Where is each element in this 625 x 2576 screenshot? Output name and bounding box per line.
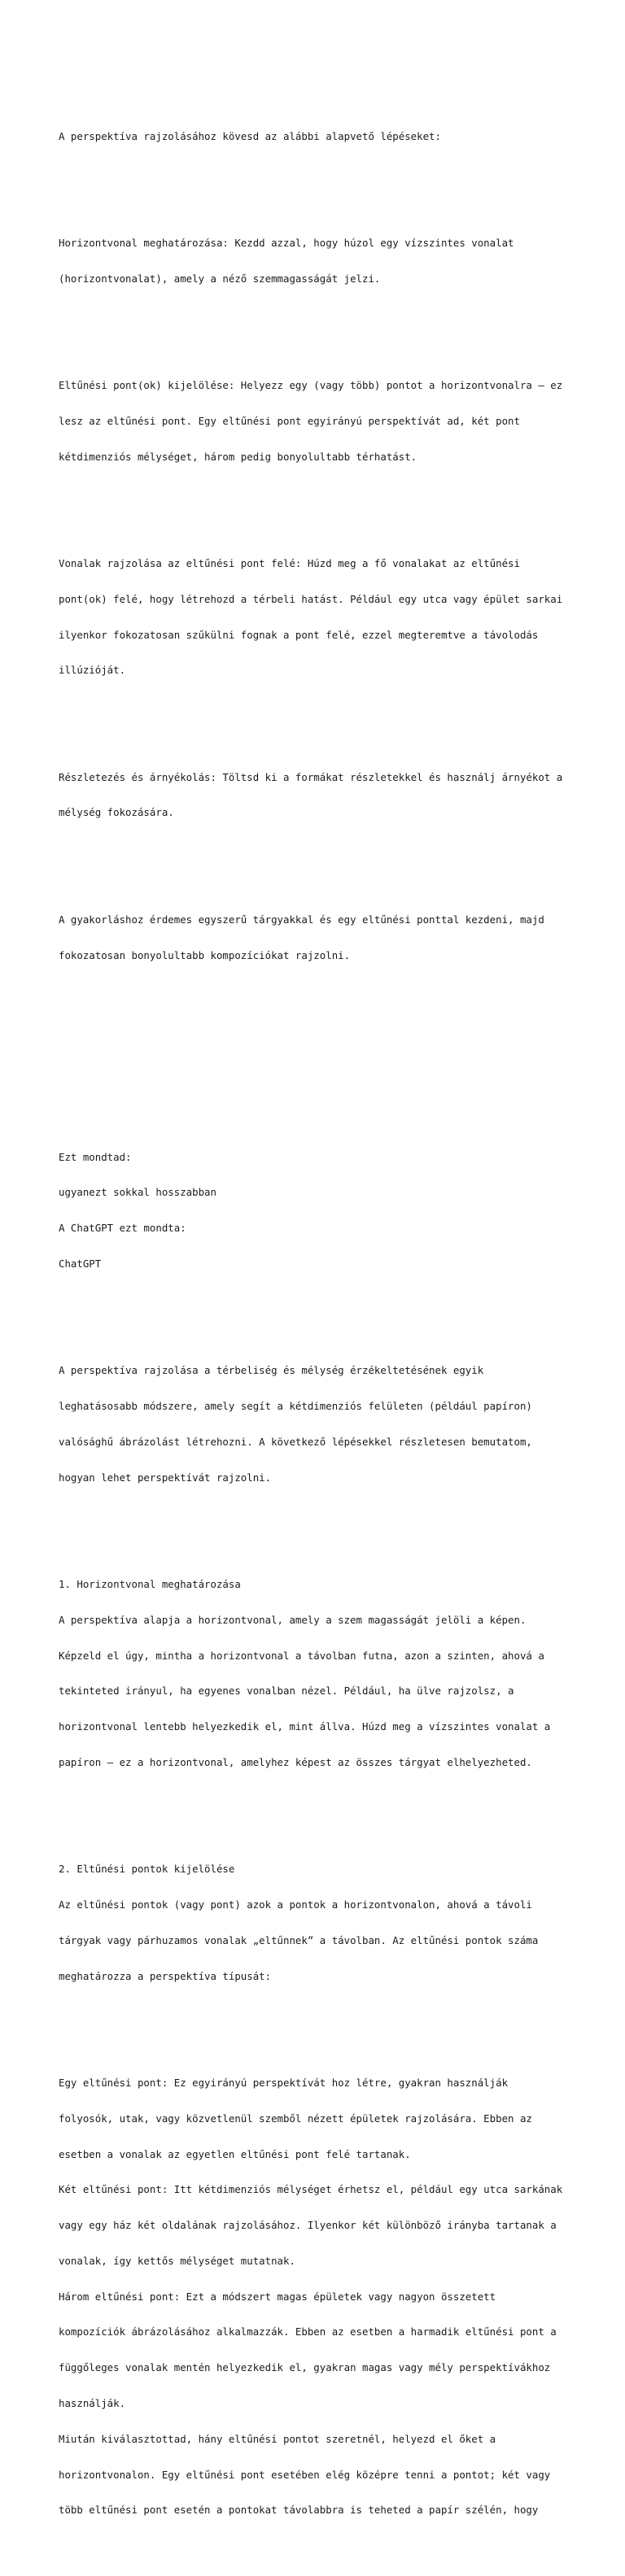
text-line: Eltűnési pont(ok) kijelölése: Helyezz egy (vagy több) pontot a horizontvonalra – ez (59, 379, 563, 392)
text-line: Két eltűnési pont: Itt kétdimenziós mélységet érhetsz el, például egy utca sarkának (59, 2183, 563, 2196)
text-line: horizontvonal lentebb helyezkedik el, mint állva. Húzd meg a vízszintes vonalat a (59, 1720, 551, 1733)
text-line: horizontvonalon. Egy eltűnési pont esetében elég középre tenni a pontot; két vagy (59, 2468, 551, 2481)
blank-gap (59, 1021, 579, 1080)
text-line: A ChatGPT ezt mondta: (59, 1222, 186, 1235)
text-line: (horizontvonalat), amely a néző szemmagasságát jelzi. (59, 272, 381, 285)
intro-paragraph (59, 107, 579, 166)
text-line: használják. (59, 2397, 126, 2409)
text-line: hogyan lehet perspektívát rajzolni. (59, 1471, 272, 1484)
step-lines-paragraph (59, 534, 579, 700)
text-line: Miután kiválasztottad, hány eltűnési pontot szeretnél, helyezd el őket a (59, 2432, 496, 2445)
text-line: több eltűnési pont esetén a pontokat távolabbra is teheted a papír szélén, hogy (59, 2504, 539, 2517)
text-line: tárgyak vagy párhuzamos vonalak „eltűnnek” a távolban. Az eltűnési pontok száma (59, 1933, 539, 1946)
text-line: Egy eltűnési pont: Ez egyirányú perspektívát hoz létre, gyakran használják (59, 2076, 509, 2089)
section-horizon (59, 1555, 579, 1793)
text-line: Horizontvonal meghatározása: Kezdd azzal, hogy húzol egy vízszintes vonalat (59, 236, 514, 249)
text-line: tekinteted irányul, ha egyenes vonalban nézel. Például, ha ülve rajzolsz, a (59, 1685, 514, 1698)
text-line: Az eltűnési pontok (vagy pont) azok a pontok a horizontvonalon, ahová a távoli (59, 1898, 532, 1911)
text-line: A perspektíva rajzolása a térbeliség és mélység érzékeltetésének egyik (59, 1364, 484, 1377)
text-line: függőleges vonalak mentén helyezkedik el, gyakran magas vagy mély perspektívákhoz (59, 2361, 551, 2374)
long-intro-paragraph (59, 1341, 579, 1507)
text-line: ChatGPT (59, 1257, 102, 1270)
text-line: ilyenkor fokozatosan szűkülni fognak a pont felé, ezzel megteremtve a távolodás (59, 628, 539, 641)
text-line: Három eltűnési pont: Ezt a módszert magas épületek vagy nagyon összetett (59, 2290, 496, 2303)
practice-paragraph (59, 891, 579, 986)
step-vanishing-point-paragraph (59, 356, 579, 487)
document-body (59, 59, 579, 2576)
text-line: meghatározza a perspektíva típusát: (59, 1969, 272, 1982)
text-line: Ezt mondtad: (59, 1150, 132, 1163)
text-line: Vonalak rajzolása az eltűnési pont felé: Húzd meg a fő vonalakat az eltűnési (59, 556, 520, 569)
text-line: A perspektíva rajzolásához kövesd az alábbi alapvető lépéseket: (59, 129, 441, 142)
text-line: kétdimenziós mélységet, három pedig bonyolultabb térhatást. (59, 450, 417, 463)
text-line: fokozatosan bonyolultabb kompozíciókat rajzolni. (59, 948, 351, 961)
text-line: vonalak, így kettős mélységet mutatnak. (59, 2254, 295, 2267)
text-line: lesz az eltűnési pont. Egy eltűnési pont egyirányú perspektívát ad, két pont (59, 414, 520, 427)
section-heading: 2. Eltűnési pontok kijelölése (59, 1863, 235, 1876)
text-line: illúzióját. (59, 664, 126, 677)
text-line: pont(ok) felé, hogy létrehozd a térbeli hatást. Például egy utca vagy épület sarkai (59, 592, 563, 605)
text-line: mélység fokozására. (59, 806, 174, 819)
step-horizon-paragraph (59, 214, 579, 309)
text-line: kompozíciók ábrázolásához alkalmazzák. Ebben az esetben a harmadik eltűnési pont a (59, 2325, 557, 2338)
text-line: papíron – ez a horizontvonal, amelyhez képest az összes tárgyat elhelyezheted. (59, 1755, 532, 1768)
text-line: folyosók, utak, vagy közvetlenül szemből nézett épületek rajzolására. Ebben az (59, 2112, 532, 2125)
step-shading-paragraph (59, 748, 579, 843)
text-line: valósághű ábrázolást létrehozni. A következő lépésekkel részletesen bemutatom, (59, 1435, 532, 1448)
text-line: A perspektíva alapja a horizontvonal, amely a szem magasságát jelöli a képen. (59, 1613, 527, 1626)
text-line: Részletezés és árnyékolás: Töltsd ki a formákat részletekkel és használj árnyékot a (59, 770, 563, 783)
vanishing-point-types (59, 2054, 579, 2540)
text-line: vagy egy ház két oldalának rajzolásához. Ilyenkor két különböző irányba tartanak a (59, 2219, 557, 2232)
text-line: leghatásosabb módszere, amely segít a kétdimenziós felületen (például papíron) (59, 1400, 532, 1413)
text-line: Képzeld el úgy, mintha a horizontvonal a távolban futna, azon a szinten, ahová a (59, 1649, 544, 1662)
text-line: A gyakorláshoz érdemes egyszerű tárgyakkal és egy eltűnési ponttal kezdeni, majd (59, 913, 544, 926)
section-heading: 1. Horizontvonal meghatározása (59, 1578, 241, 1591)
chat-header (59, 1127, 579, 1293)
section-vanishing-points (59, 1840, 579, 2006)
text-line: esetben a vonalak az egyetlen eltűnési pont felé tartanak. (59, 2147, 411, 2160)
text-line: ugyanezt sokkal hosszabban (59, 1186, 216, 1199)
